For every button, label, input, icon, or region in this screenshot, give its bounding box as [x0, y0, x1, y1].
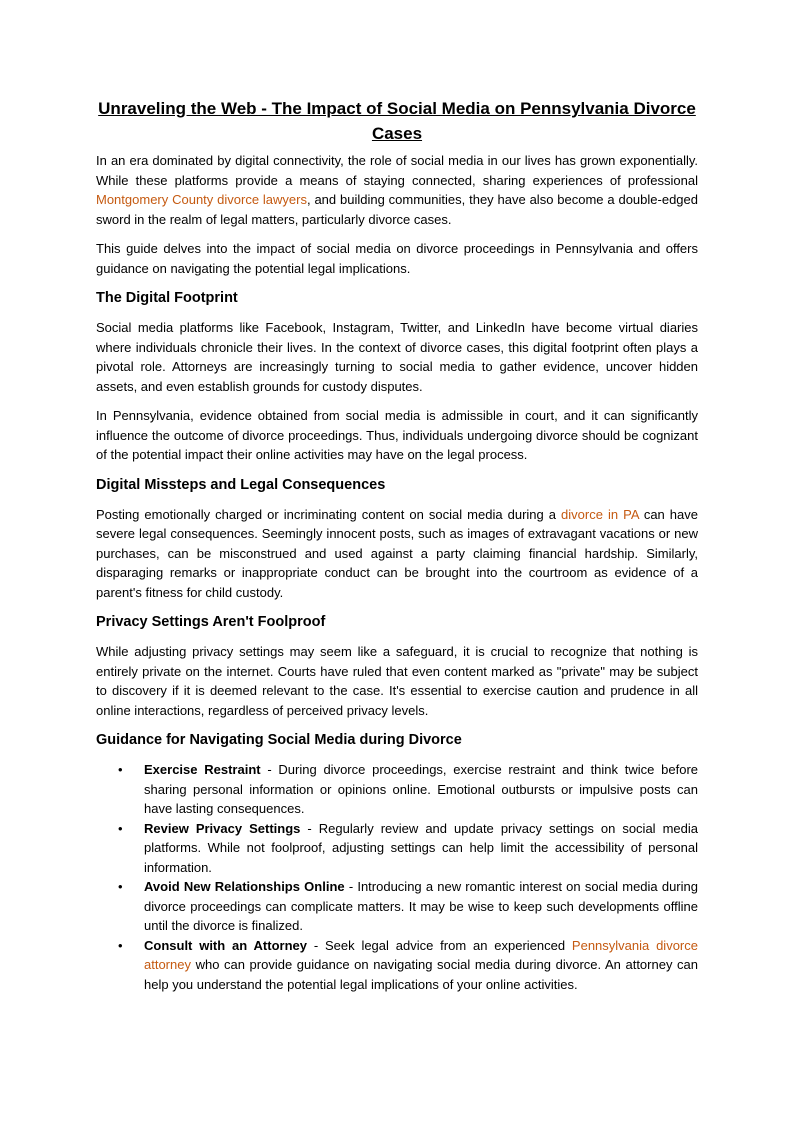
bullet-icon: • [118, 879, 123, 894]
missteps-text-after-link: can have severe legal consequences. Seemingly innocent posts, such as images of extravagant vacations or new purchases, can be misconstrued and used against a party claiming financial hardship. Similarly, disparaging remarks or inappropriate conduct can be brought into the courtroom as evidence of a parent's fitness for child custody. [96, 506, 698, 600]
privacy-paragraph: While adjusting privacy settings may seem like a safeguard, it is crucial to recognize that nothing is entirely private on the internet. Courts have ruled that even content marked as "private" may be subject to discovery if it is deemed relevant to the case. It's essential to exercise caution and prudence in all online interactions, regardless of perceived privacy levels. [96, 644, 698, 718]
footprint-paragraph-2: In Pennsylvania, evidence obtained from social media is admissible in court, and it can significantly influence the outcome of divorce proceedings. Thus, individuals undergoing divorce should be cognizant of the potential impact their online activities may have on the legal process. [96, 408, 698, 462]
list-item [96, 936, 698, 995]
bullet-text-before-link: - Seek legal advice from an experienced [307, 937, 572, 953]
bullet-icon: • [118, 762, 123, 777]
intro-text-before-link: In an era dominated by digital connectivity, the role of social media in our lives has grown exponentially. While these platforms provide a means of staying connected, sharing experiences of professional [96, 153, 698, 188]
pennsylvania-attorney-link[interactable]: Pennsylvania divorce attorney [144, 937, 698, 972]
intro-text-after-link: , and building communities, they have also become a double-edged sword in the realm of legal matters, particularly divorce cases. [96, 192, 698, 227]
list-item [96, 877, 698, 936]
bullet-text: - During divorce proceedings, exercise restraint and think twice before sharing personal information or opinions online. Emotional outbursts or impulsive posts can have lasting consequences. [144, 762, 698, 816]
bullet-term: Exercise Restraint [144, 762, 261, 777]
bullet-icon: • [118, 937, 123, 953]
heading-digital-footprint: The Digital Footprint [96, 290, 238, 306]
montgomery-lawyers-link[interactable]: Montgomery County divorce lawyers [96, 192, 307, 207]
missteps-text-before-link: Posting emotionally charged or incriminating content on social media during a [96, 506, 562, 522]
document-title: Unraveling the Web - The Impact of Social Media on Pennsylvania Divorce Cases [98, 99, 696, 143]
bullet-term: Avoid New Relationships Online [144, 879, 345, 894]
document-page [96, 96, 698, 994]
bullet-term: Consult with an Attorney [144, 937, 307, 953]
bullet-text: - Introducing a new romantic interest on social media during divorce proceedings can complicate matters. It may be wise to keep such developments offline until the divorce is finalized. [144, 879, 698, 933]
bullet-term: Review Privacy Settings [144, 820, 301, 836]
list-item [96, 819, 698, 878]
bullet-icon: • [118, 820, 123, 836]
intro-paragraph-1 [96, 151, 698, 229]
footprint-paragraph-1: Social media platforms like Facebook, Instagram, Twitter, and LinkedIn have become virtual diaries where individuals chronicle their lives. In the context of divorce cases, this digital footprint often plays a pivotal role. Attorneys are increasingly turning to social media to gather evidence, uncover hidden assets, and even establish grounds for custody disputes. [96, 320, 698, 394]
missteps-paragraph [96, 505, 698, 603]
heading-digital-missteps: Digital Missteps and Legal Consequences [96, 476, 386, 493]
bullet-text-after-link: who can provide guidance on navigating social media during divorce. An attorney can help you understand the potential legal implications of your online activities. [144, 957, 698, 992]
heading-privacy-settings: Privacy Settings Aren't Foolproof [96, 614, 326, 630]
heading-guidance: Guidance for Navigating Social Media during Divorce [96, 732, 462, 748]
divorce-in-pa-link[interactable]: divorce in PA [561, 506, 639, 522]
guidance-bullet-list [96, 760, 698, 994]
intro-paragraph-2: This guide delves into the impact of social media on divorce proceedings in Pennsylvania and offers guidance on navigating the potential legal implications. [96, 241, 698, 276]
list-item [96, 760, 698, 819]
bullet-text: - Regularly review and update privacy settings on social media platforms. While not foolproof, adjusting settings can help limit the accessibility of personal information. [144, 820, 698, 875]
